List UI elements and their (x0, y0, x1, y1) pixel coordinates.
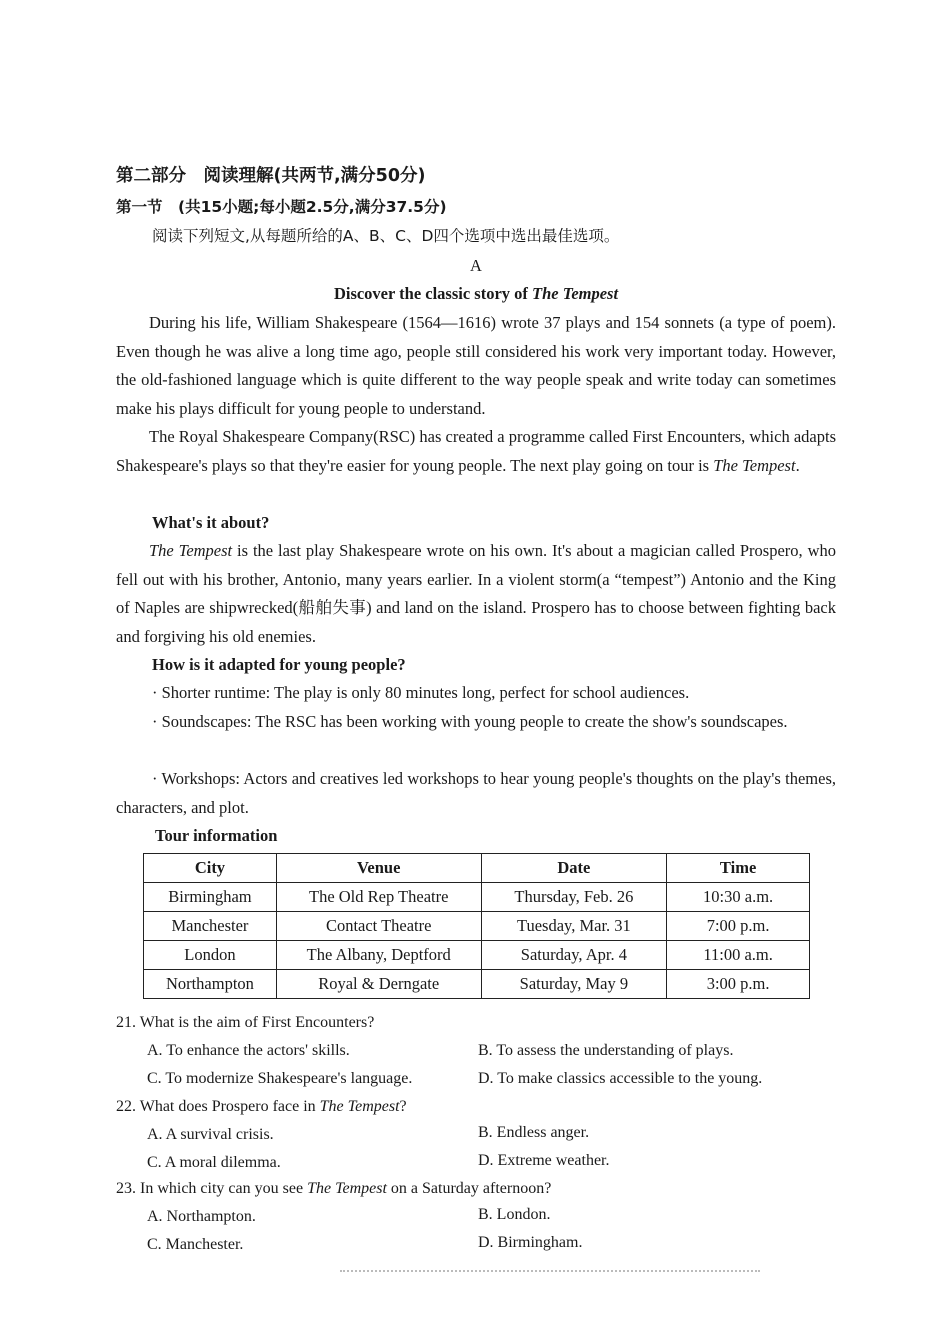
paragraph-3-text: is the last play Shakespeare wrote on his own. It's about a magician called Prospero, who fell out with his brother, Antonio, many years earlier. In a violent storm(a “tempest”) Antonio and the King of Naples are shipwrecked(船舶失事) and land on the island. Prospero has to choose between fighting back and forgiving his old enemies. (116, 541, 836, 647)
cell-venue: The Old Rep Theatre (276, 883, 481, 912)
question-21-option-a: A. To enhance the actors' skills. (147, 1042, 350, 1059)
question-23-stem-italic: The Tempest (307, 1180, 387, 1197)
question-23-stem-end: on a Saturday afternoon? (386, 1180, 552, 1197)
instruction: 阅读下列短文,从每题所给的A、B、C、D四个选项中选出最佳选项。 (152, 227, 620, 245)
passage-title-italic: The Tempest (532, 284, 619, 303)
passage-title-text: Discover the classic story of (333, 284, 533, 303)
question-23-stem (116, 1175, 551, 1203)
question-22-stem-text: 22. What does Prospero face in (116, 1098, 320, 1115)
question-22-option-a: A. A survival crisis. (147, 1126, 274, 1143)
question-22-option-b: B. Endless anger. (478, 1124, 590, 1141)
bullet-workshops-text: · Workshops: Actors and creatives led workshops to hear young people's thoughts on the play's themes, characters, and plot. (116, 769, 836, 817)
cell-date: Tuesday, Mar. 31 (481, 912, 667, 941)
tour-table (143, 853, 810, 999)
header-venue: Venue (276, 854, 481, 883)
question-21-stem: 21. What is the aim of First Encounters? (116, 1014, 375, 1031)
bullet-soundscapes (116, 708, 836, 737)
cell-city: Manchester (144, 912, 277, 941)
question-23-option-b: B. London. (478, 1206, 551, 1223)
question-22-stem-italic: The Tempest (319, 1098, 400, 1115)
cell-date: Saturday, Apr. 4 (481, 941, 667, 970)
question-23-option-d: D. Birmingham. (478, 1234, 583, 1251)
table-row (144, 912, 810, 941)
cell-time: 10:30 a.m. (667, 883, 810, 912)
question-22-option-d: D. Extreme weather. (478, 1152, 610, 1169)
header-time: Time (667, 854, 810, 883)
paragraph-3-italic: The Tempest (149, 541, 233, 560)
header-city: City (144, 854, 277, 883)
cell-city: London (144, 941, 277, 970)
paragraph-2 (116, 423, 836, 480)
question-23-option-c: C. Manchester. (147, 1236, 244, 1253)
cell-venue: Royal & Derngate (276, 970, 481, 999)
question-22-option-c: C. A moral dilemma. (147, 1154, 281, 1171)
page-footer-faint (340, 1270, 760, 1278)
heading-about: What's it about? (152, 513, 270, 532)
paragraph-2-italic: The Tempest (713, 455, 796, 475)
paragraph-1-text: During his life, William Shakespeare (1564—1616) wrote 37 plays and 154 sonnets (a type of poem). Even though he was alive a long time ago, people still considered his work very important today. However, the old-fashioned language which is quite different to the way people speak and write today can sometimes make his plays difficult for young people to understand. (116, 313, 836, 419)
paragraph-1 (116, 309, 836, 424)
cell-city: Birmingham (144, 883, 277, 912)
cell-venue: Contact Theatre (276, 912, 481, 941)
cell-venue: The Albany, Deptford (276, 941, 481, 970)
heading-adapted: How is it adapted for young people? (152, 655, 406, 674)
question-23-option-a: A. Northampton. (147, 1208, 256, 1225)
table-row (144, 941, 810, 970)
passage-title (116, 280, 836, 309)
cell-city: Northampton (144, 970, 277, 999)
cell-date: Thursday, Feb. 26 (481, 883, 667, 912)
paragraph-3 (116, 537, 836, 652)
cell-date: Saturday, May 9 (481, 970, 667, 999)
section-title: 第二部分 阅读理解(共两节,满分50分) (116, 166, 426, 186)
table-header-row (144, 854, 810, 883)
header-date: Date (481, 854, 667, 883)
question-21-option-d: D. To make classics accessible to the young. (478, 1070, 763, 1087)
heading-tour: Tour information (155, 826, 278, 845)
paragraph-2-text: The Royal Shakespeare Company(RSC) has created a programme called First Encounters, which adapts Shakespeare's plays so that they're easier for young people. The next play going on tour is (116, 427, 836, 475)
bullet-soundscapes-text: · Soundscapes: The RSC has been working with young people to create the show's soundscapes. (152, 712, 788, 731)
table-row (144, 970, 810, 999)
cell-time: 3:00 p.m. (667, 970, 810, 999)
paragraph-2-end: . (795, 455, 800, 475)
cell-time: 11:00 a.m. (667, 941, 810, 970)
section-subtitle: 第一节 (共15小题;每小题2.5分,满分37.5分) (116, 198, 447, 216)
question-23-stem-text: 23. In which city can you see (116, 1180, 308, 1197)
question-22-stem-end: ? (399, 1098, 407, 1115)
bullet-runtime-text: · Shorter runtime: The play is only 80 minutes long, perfect for school audiences. (152, 683, 690, 702)
question-21-option-b: B. To assess the understanding of plays. (478, 1042, 734, 1059)
bullet-workshops (116, 765, 836, 822)
question-21-option-c: C. To modernize Shakespeare's language. (147, 1070, 413, 1087)
passage-letter: A (470, 256, 482, 275)
table-row (144, 883, 810, 912)
cell-time: 7:00 p.m. (667, 912, 810, 941)
question-22-stem (116, 1093, 407, 1121)
bullet-runtime (116, 679, 836, 708)
